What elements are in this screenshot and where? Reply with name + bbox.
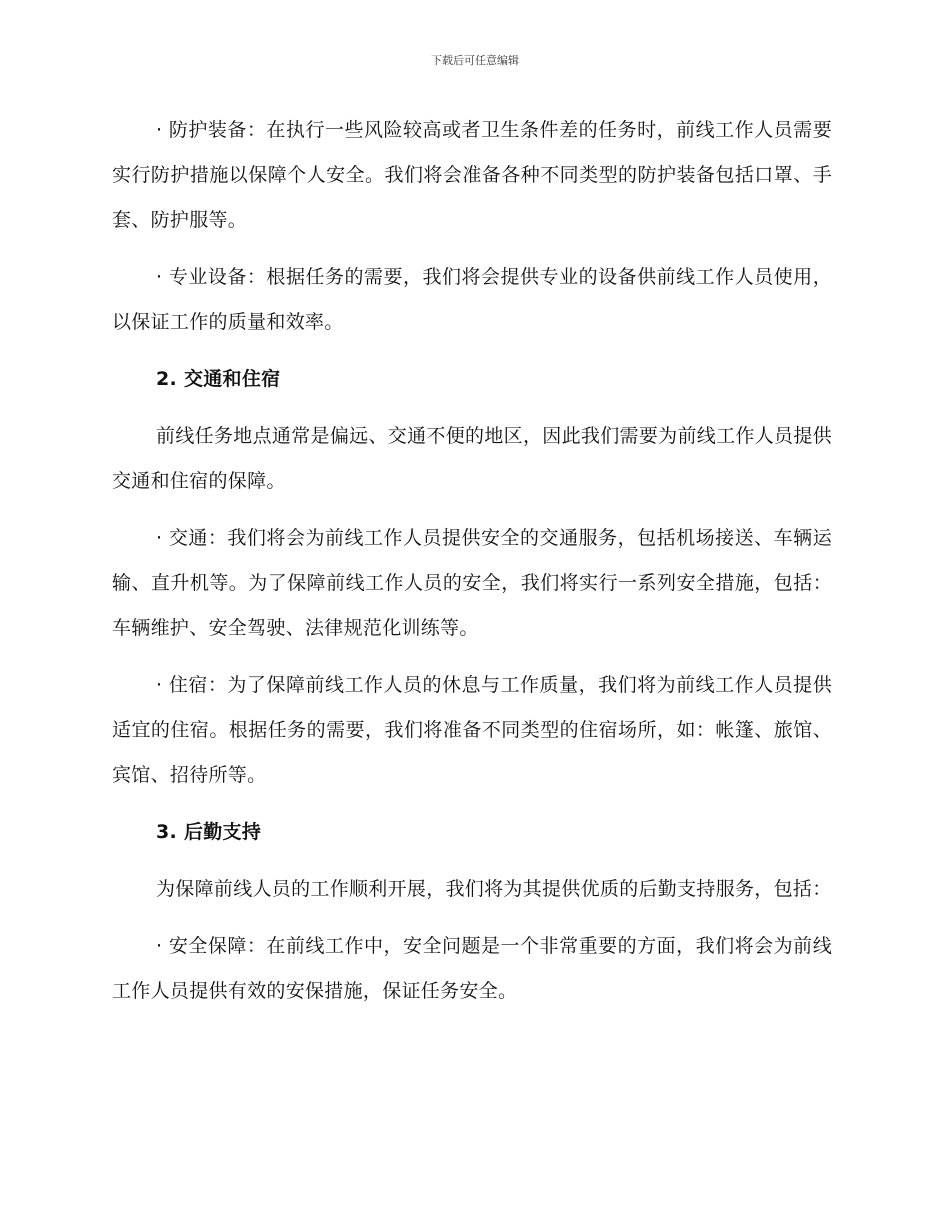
paragraph-lodging: · 住宿：为了保障前线工作人员的休息与工作质量，我们将为前线工作人员提供适宜的住宿。根据任务的需要，我们将准备不同类型的住宿场所，如：帐篷、旅馆、宾馆、招待所等。 [112, 674, 832, 786]
paragraph-transport: · 交通：我们将会为前线工作人员提供安全的交通服务，包括机场接送、车辆运输、直升机等。为了保障前线工作人员的安全，我们将实行一系列安全措施，包括：车辆维护、安全驾驶、法律规范化训练等。 [112, 527, 832, 639]
paragraph-transport-intro: 前线任务地点通常是偏远、交通不便的地区，因此我们需要为前线工作人员提供交通和住宿的保障。 [112, 425, 832, 492]
document-body [112, 108, 832, 1026]
paragraph-protective-equipment: · 防护装备：在执行一些风险较高或者卫生条件差的任务时，前线工作人员需要实行防护措施以保障个人安全。我们将会准备各种不同类型的防护装备包括口罩、手套、防护服等。 [112, 119, 832, 231]
header-note: 下载后可任意编辑 [431, 54, 519, 67]
section-heading-transport-lodging: 2. 交通和住宿 [156, 368, 281, 390]
section-heading-logistics-support: 3. 后勤支持 [156, 821, 262, 843]
paragraph-professional-equipment: · 专业设备：根据任务的需要，我们将会提供专业的设备供前线工作人员使用，以保证工作的质量和效率。 [112, 266, 832, 333]
paragraph-logistics-intro: 为保障前线人员的工作顺利开展，我们将为其提供优质的后勤支持服务，包括： [156, 878, 832, 900]
paragraph-security: · 安全保障：在前线工作中，安全问题是一个非常重要的方面，我们将会为前线工作人员提供有效的安保措施，保证任务安全。 [112, 935, 832, 1002]
